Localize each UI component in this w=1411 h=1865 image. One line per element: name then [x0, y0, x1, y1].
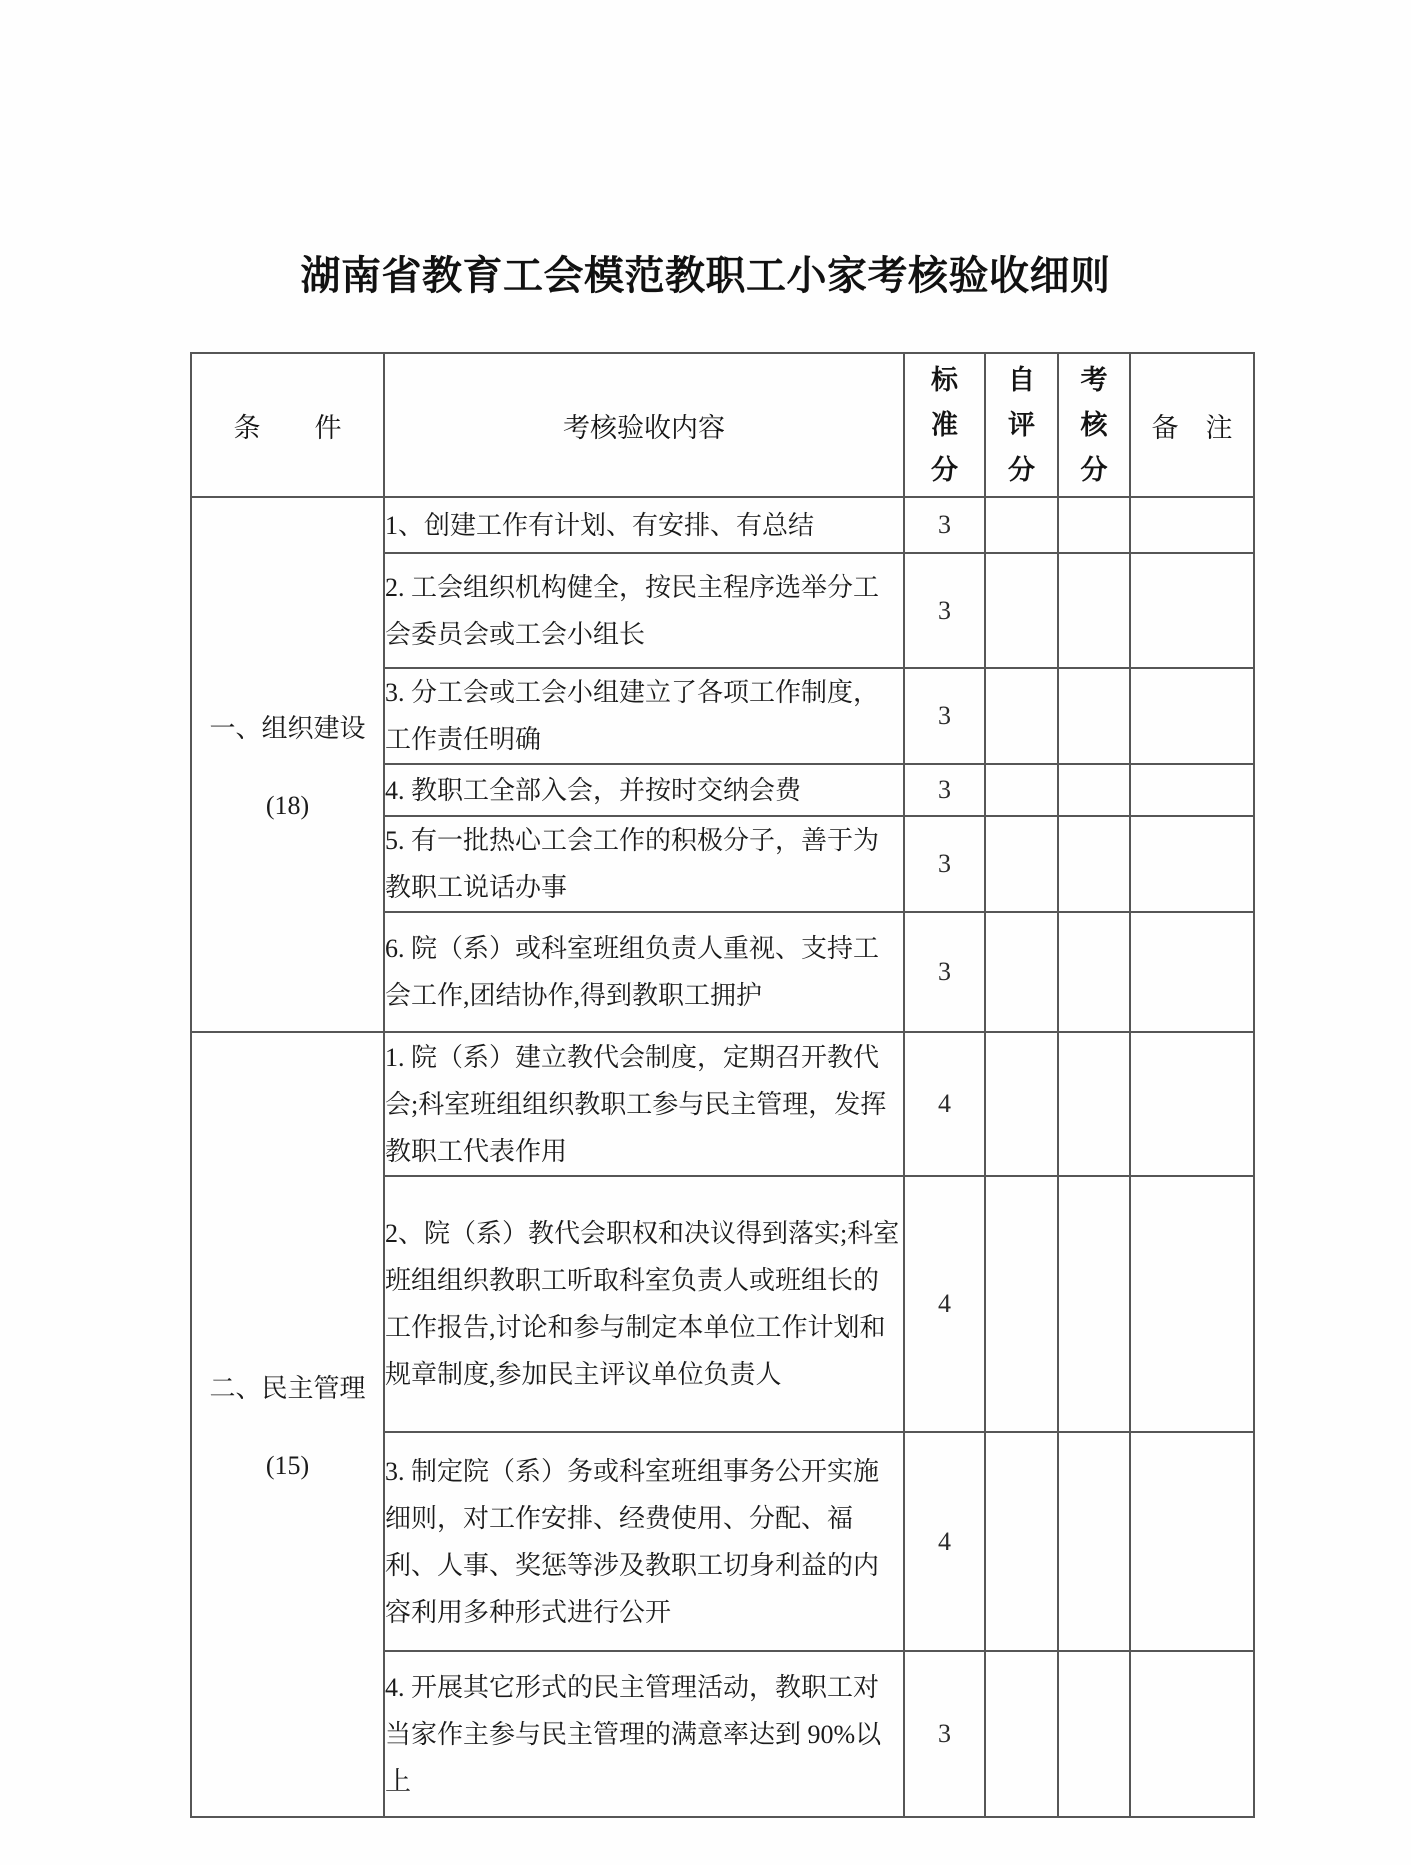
standard-score-cell: 4 — [904, 1432, 985, 1651]
self-score-cell — [985, 668, 1058, 764]
standard-score-cell: 3 — [904, 912, 985, 1032]
assess-score-cell — [1058, 1651, 1130, 1817]
remark-cell — [1130, 912, 1254, 1032]
assess-score-cell — [1058, 1176, 1130, 1432]
section-1-total: (18) — [265, 791, 310, 820]
table-row — [191, 1032, 1254, 1176]
standard-score-cell: 4 — [904, 1176, 985, 1432]
assess-score-cell — [1058, 816, 1130, 912]
assess-score-cell — [1058, 764, 1130, 816]
section-2-title: 二、民主管理 — [209, 1374, 366, 1403]
remark-cell — [1130, 1176, 1254, 1432]
section-1-title: 一、组织建设 — [209, 714, 366, 743]
self-score-cell — [985, 764, 1058, 816]
header-assess-score-label: 考核分 — [1080, 364, 1108, 485]
assess-score-cell — [1058, 668, 1130, 764]
standard-score-cell: 3 — [904, 764, 985, 816]
self-score-cell — [985, 1651, 1058, 1817]
remark-cell — [1130, 553, 1254, 668]
header-assess-score — [1058, 353, 1130, 497]
assessment-table — [190, 352, 1255, 1818]
header-self-score — [985, 353, 1058, 497]
content-cell: 3. 分工会或工会小组建立了各项工作制度，工作责任明确 — [384, 668, 904, 764]
page-title: 湖南省教育工会模范教职工小家考核验收细则 — [300, 253, 1111, 298]
self-score-cell — [985, 1432, 1058, 1651]
remark-cell — [1130, 1651, 1254, 1817]
standard-score-cell: 3 — [904, 497, 985, 553]
remark-cell — [1130, 816, 1254, 912]
self-score-cell — [985, 497, 1058, 553]
section-2-condition-cell — [191, 1032, 384, 1817]
self-score-cell — [985, 553, 1058, 668]
standard-score-cell: 3 — [904, 668, 985, 764]
content-cell: 3. 制定院（系）务或科室班组事务公开实施细则，对工作安排、经费使用、分配、福利、人事、奖惩等涉及教职工切身利益的内容利用多种形式进行公开 — [384, 1432, 904, 1651]
header-content: 考核验收内容 — [384, 353, 904, 497]
remark-cell — [1130, 764, 1254, 816]
self-score-cell — [985, 1176, 1058, 1432]
assess-score-cell — [1058, 1432, 1130, 1651]
table-header-row — [191, 353, 1254, 497]
content-cell: 4. 开展其它形式的民主管理活动，教职工对当家作主参与民主管理的满意率达到 90%以上 — [384, 1651, 904, 1817]
self-score-cell — [985, 1032, 1058, 1176]
self-score-cell — [985, 816, 1058, 912]
table-row — [191, 497, 1254, 553]
assess-score-cell — [1058, 1032, 1130, 1176]
content-cell: 1、创建工作有计划、有安排、有总结 — [384, 497, 904, 553]
section-1-condition-cell — [191, 497, 384, 1032]
header-standard-score-label: 标准分 — [930, 364, 958, 485]
standard-score-cell: 3 — [904, 1651, 985, 1817]
content-cell: 6. 院（系）或科室班组负责人重视、支持工会工作,团结协作,得到教职工拥护 — [384, 912, 904, 1032]
assess-score-cell — [1058, 912, 1130, 1032]
standard-score-cell: 3 — [904, 553, 985, 668]
remark-cell — [1130, 1432, 1254, 1651]
header-self-score-label: 自评分 — [1007, 364, 1035, 485]
assess-score-cell — [1058, 553, 1130, 668]
self-score-cell — [985, 912, 1058, 1032]
content-cell: 2、院（系）教代会职权和决议得到落实;科室班组组织教职工听取科室负责人或班组长的工作报告,讨论和参与制定本单位工作计划和规章制度,参加民主评议单位负责人 — [384, 1176, 904, 1432]
remark-cell — [1130, 497, 1254, 553]
content-cell: 4. 教职工全部入会，并按时交纳会费 — [384, 764, 904, 816]
remark-cell — [1130, 1032, 1254, 1176]
header-remark: 备 注 — [1130, 353, 1254, 497]
header-condition: 条 件 — [191, 353, 384, 497]
content-cell: 5. 有一批热心工会工作的积极分子，善于为教职工说话办事 — [384, 816, 904, 912]
remark-cell — [1130, 668, 1254, 764]
content-cell: 2. 工会组织机构健全，按民主程序选举分工会委员会或工会小组长 — [384, 553, 904, 668]
assess-score-cell — [1058, 497, 1130, 553]
content-cell: 1. 院（系）建立教代会制度，定期召开教代会;科室班组组织教职工参与民主管理，发挥教职工代表作用 — [384, 1032, 904, 1176]
standard-score-cell: 3 — [904, 816, 985, 912]
section-2-total: (15) — [265, 1451, 310, 1480]
standard-score-cell: 4 — [904, 1032, 985, 1176]
header-standard-score — [904, 353, 985, 497]
